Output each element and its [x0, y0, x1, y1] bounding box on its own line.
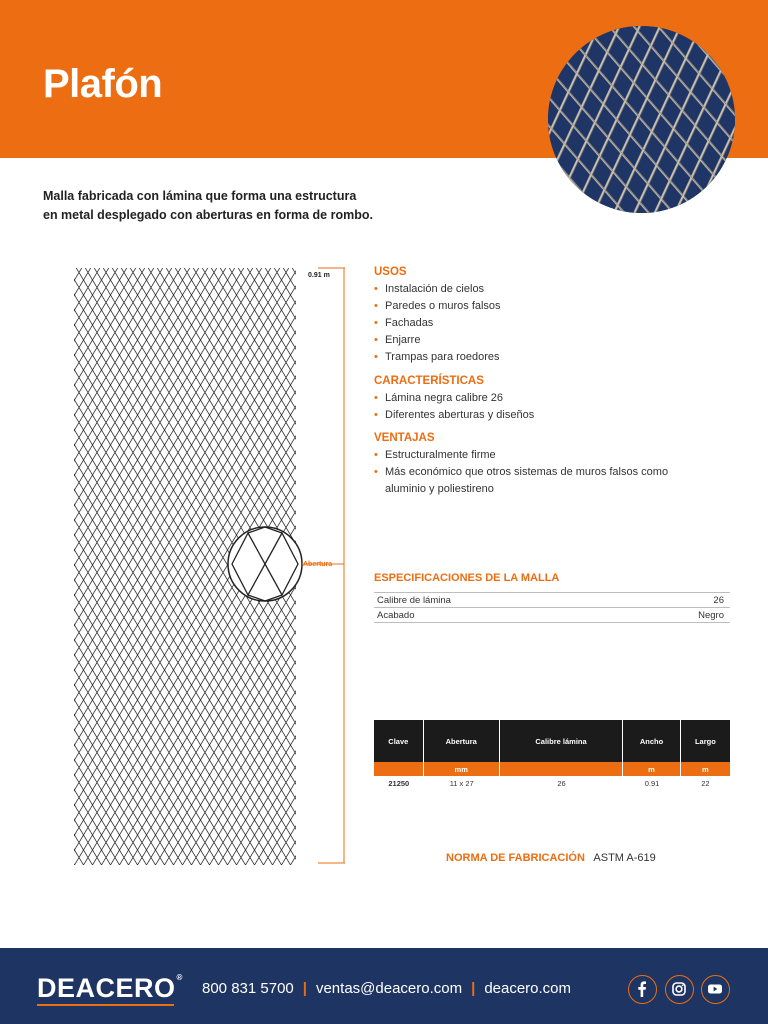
- usos-list: [374, 281, 501, 366]
- website-link[interactable]: deacero.com: [484, 980, 572, 997]
- list-item: • Fachadas: [374, 315, 501, 332]
- separator: |: [302, 980, 307, 997]
- unit-cell: m: [623, 762, 680, 776]
- column-header: Largo: [681, 720, 730, 762]
- email-link[interactable]: ventas@deacero.com: [315, 980, 463, 997]
- ventajas-title: VENTAJAS: [374, 432, 435, 444]
- spec-label: Calibre de lámina: [374, 593, 622, 608]
- usos-title: USOS: [374, 266, 407, 278]
- column-header: Ancho: [623, 720, 680, 762]
- table-row: [374, 593, 730, 608]
- mesh-photo: [548, 26, 735, 213]
- list-item: • Estructuralmente firme: [374, 447, 704, 464]
- intro-text: Malla fabricada con lámina que forma una estructura en metal desplegado con aberturas en forma de rombo.: [43, 189, 373, 222]
- list-item: • Más económico que otros sistemas de muros falsos como aluminio y poliestireno: [374, 464, 704, 498]
- separator: |: [471, 980, 476, 997]
- units-row: [374, 762, 730, 776]
- list-item: • Enjarre: [374, 332, 501, 349]
- specs-title: ESPECIFICACIONES DE LA MALLA: [374, 572, 560, 584]
- column-header: Clave: [374, 720, 424, 762]
- opening-label: Abertura: [303, 561, 333, 568]
- unit-cell: [500, 762, 623, 776]
- specs-table: [374, 592, 730, 623]
- list-item: • Trampas para roedores: [374, 349, 501, 366]
- table-cell: 21250: [388, 778, 410, 788]
- logo-swoosh: [37, 1004, 174, 1008]
- mesh-diagram: [70, 265, 345, 870]
- logo-mark: ®: [176, 973, 183, 982]
- column-header: Calibre lámina: [500, 720, 623, 762]
- table-cell: 26: [557, 778, 566, 788]
- product-table: [374, 720, 730, 790]
- width-label: 0.91 m: [308, 272, 330, 279]
- list-item: • Instalación de cielos: [374, 281, 501, 298]
- table-header-row: [374, 720, 730, 762]
- youtube-icon[interactable]: [701, 975, 730, 1004]
- deacero-logo[interactable]: [37, 973, 183, 1004]
- instagram-icon[interactable]: [665, 975, 694, 1004]
- spec-label: Acabado: [374, 608, 622, 623]
- table-cell: 22: [701, 778, 710, 788]
- table-row: [374, 608, 730, 623]
- unit-cell: mm: [424, 762, 500, 776]
- norma-value: ASTM A-619: [593, 852, 656, 864]
- norma: [446, 852, 656, 864]
- table-row: [374, 776, 730, 790]
- phone-link[interactable]: 800 831 5700: [202, 980, 294, 997]
- spec-value: Negro: [622, 608, 730, 623]
- logo-text: DEACERO: [37, 973, 176, 1003]
- caracteristicas-list: [374, 390, 534, 424]
- norma-label: NORMA DE FABRICACIÓN: [446, 852, 585, 864]
- list-item: • Paredes o muros falsos: [374, 298, 501, 315]
- contact-line: [202, 980, 571, 997]
- ventajas-list: [374, 447, 704, 498]
- page-title: Plafón: [43, 62, 163, 106]
- facebook-icon[interactable]: [628, 975, 657, 1004]
- column-header: Abertura: [424, 720, 500, 762]
- mesh-photo-graphic: [548, 26, 735, 213]
- unit-cell: m: [681, 762, 730, 776]
- list-item: • Lámina negra calibre 26: [374, 390, 534, 407]
- table-cell: 11 x 27: [449, 778, 474, 788]
- list-item: • Diferentes aberturas y diseños: [374, 407, 534, 424]
- caracteristicas-title: CARACTERÍSTICAS: [374, 375, 484, 387]
- table-cell: 0.91: [644, 778, 660, 788]
- spec-value: 26: [622, 593, 730, 608]
- unit-cell: [374, 762, 424, 776]
